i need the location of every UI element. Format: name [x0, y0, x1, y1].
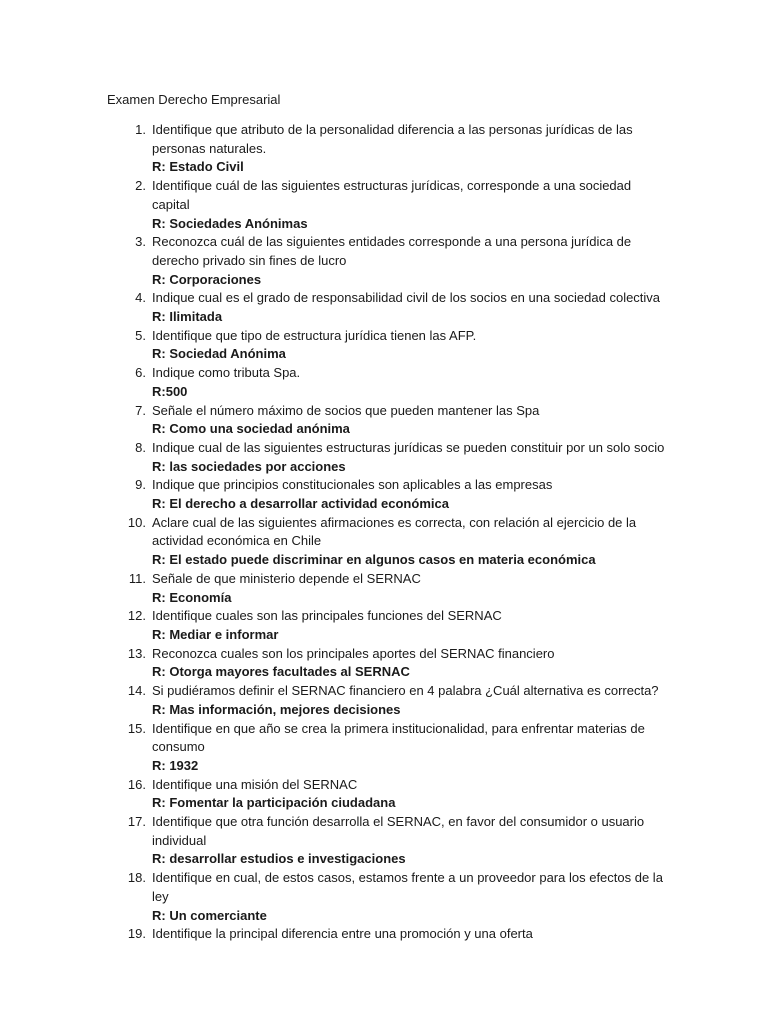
- document-title: Examen Derecho Empresarial: [107, 92, 281, 107]
- question-item: [0, 869, 768, 925]
- question-answer: R: desarrollar estudios e investigaciones: [152, 851, 406, 867]
- question-text: Indique que principios constitucionales son aplicables a las empresas: [152, 477, 553, 493]
- question-item: [0, 121, 768, 177]
- question-item: [0, 327, 768, 364]
- question-answer: R: las sociedades por acciones: [152, 458, 346, 474]
- question-answer: R: Corporaciones: [152, 271, 262, 287]
- question-item: [0, 720, 768, 776]
- question-answer: R: Sociedad Anónima: [152, 346, 286, 362]
- question-text: Identifique que otra función desarrolla el SERNAC, en favor del consumidor o usuario individual: [152, 814, 645, 848]
- question-answer: R: El estado puede discriminar en algunos casos en materia económica: [152, 552, 596, 568]
- question-item: [0, 776, 768, 813]
- question-item: [0, 402, 768, 439]
- question-item: [0, 607, 768, 644]
- question-number: 14.: [127, 683, 146, 699]
- question-item: [0, 233, 768, 289]
- question-number: 5.: [135, 327, 146, 343]
- question-text: Identifique la principal diferencia entre una promoción y una oferta: [152, 926, 533, 942]
- question-answer: R: Economía: [152, 589, 232, 605]
- question-item: [0, 813, 768, 869]
- question-number: 11.: [128, 570, 146, 586]
- question-number: 15.: [127, 720, 146, 736]
- question-answer: R: El derecho a desarrollar actividad económica: [152, 496, 449, 512]
- question-answer: R: Ilimitada: [152, 309, 223, 325]
- question-number: 9.: [135, 477, 146, 493]
- question-answer: R: Mediar e informar: [152, 626, 279, 642]
- question-number: 8.: [135, 439, 146, 455]
- question-text: Indique como tributa Spa.: [152, 365, 301, 381]
- question-answer: R: Como una sociedad anónima: [152, 421, 350, 437]
- question-item: [0, 476, 768, 513]
- question-text: Reconozca cuales son los principales aportes del SERNAC financiero: [152, 645, 555, 661]
- question-number: 13.: [127, 645, 146, 661]
- question-number: 10.: [127, 514, 146, 530]
- question-answer: R: Fomentar la participación ciudadana: [152, 795, 396, 811]
- question-text: Señale de que ministerio depende el SERNAC: [152, 570, 421, 586]
- question-answer: R:500: [152, 383, 188, 399]
- question-number: 12.: [127, 608, 146, 624]
- question-item: [0, 289, 768, 326]
- question-text: Señale el número máximo de socios que pueden mantener las Spa: [152, 402, 540, 418]
- question-answer: R: Mas información, mejores decisiones: [152, 701, 401, 717]
- question-answer: R: 1932: [152, 757, 199, 773]
- question-number: 19.: [127, 926, 146, 942]
- question-item: [0, 364, 768, 401]
- question-number: 7.: [135, 402, 146, 418]
- question-text: Identifique en cual, de estos casos, estamos frente a un proveedor para los efectos de la ley: [152, 870, 663, 904]
- question-text: Aclare cual de las siguientes afirmaciones es correcta, con relación al ejercicio de la actividad económica en Chile: [152, 514, 637, 549]
- question-text: Identifique cuál de las siguientes estructuras jurídicas, corresponde a una sociedad capital: [152, 178, 632, 212]
- question-number: 16.: [127, 776, 146, 792]
- question-number: 1.: [135, 122, 146, 137]
- question-number: 18.: [127, 870, 146, 886]
- question-text: Identifique en que año se crea la primera institucionalidad, para enfrentar materias de consumo: [152, 720, 645, 755]
- question-text: Identifique una misión del SERNAC: [152, 776, 358, 792]
- question-answer: R: Un comerciante: [152, 907, 267, 923]
- question-text: Reconozca cuál de las siguientes entidades corresponde a una persona jurídica de derecho privado sin fines de lucro: [152, 234, 632, 268]
- question-text: Indique cual es el grado de responsabilidad civil de los socios en una sociedad colectiva: [152, 290, 661, 306]
- question-item: [0, 925, 768, 944]
- question-text: Indique cual de las siguientes estructuras jurídicas se pueden constituir por un solo socio: [152, 439, 665, 455]
- question-number: 17.: [127, 814, 146, 830]
- question-text: Identifique cuales son las principales funciones del SERNAC: [152, 608, 502, 624]
- question-item: [0, 439, 768, 476]
- question-text: Identifique que atributo de la personalidad diferencia a las personas jurídicas de las personas naturales.: [152, 122, 633, 156]
- question-item: [0, 645, 768, 682]
- question-answer: R: Estado Civil: [152, 159, 244, 175]
- question-number: 4.: [135, 290, 146, 306]
- question-item: [0, 682, 768, 719]
- question-answer: R: Otorga mayores facultades al SERNAC: [152, 664, 410, 680]
- question-number: 6.: [135, 365, 146, 381]
- question-item: [0, 570, 768, 607]
- question-answer: R: Sociedades Anónimas: [152, 215, 308, 231]
- question-text: Identifique que tipo de estructura jurídica tienen las AFP.: [152, 327, 477, 343]
- question-list: [0, 121, 768, 944]
- question-item: [0, 177, 768, 233]
- question-number: 2.: [135, 178, 146, 194]
- question-text: Si pudiéramos definir el SERNAC financiero en 4 palabra ¿Cuál alternativa es correcta?: [152, 683, 659, 699]
- question-number: 3.: [135, 234, 146, 250]
- question-item: [0, 514, 768, 570]
